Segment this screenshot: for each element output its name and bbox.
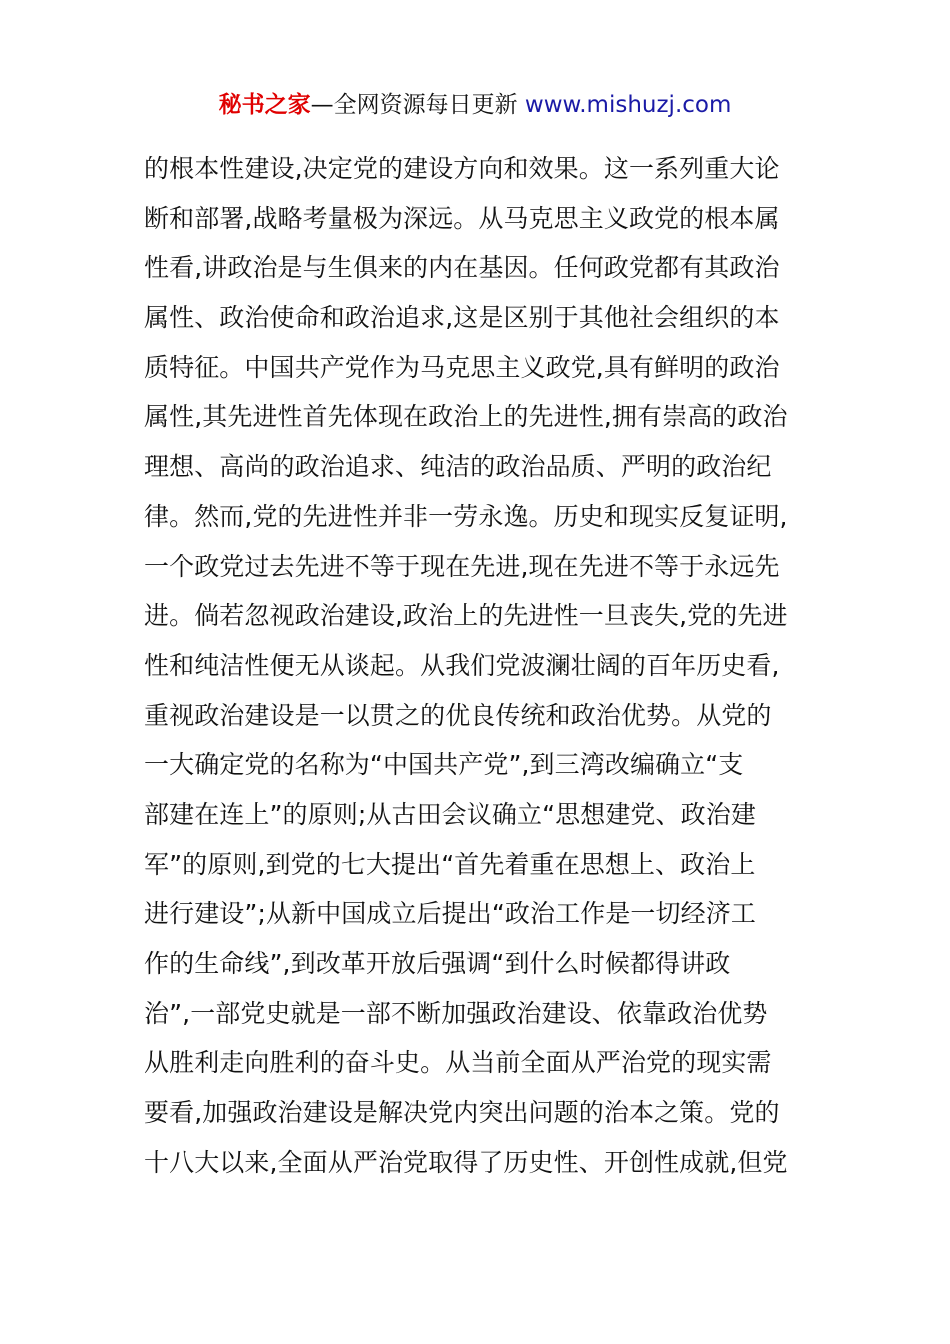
text-line: 一个政党过去先进不等于现在先进,现在先进不等于永远先 [144,551,780,581]
text-line: 部建在连上”的原则;从古田会议确立“思想建党、政治建 [144,799,756,829]
text-line: 重视政治建设是一以贯之的优良传统和政治优势。从党的 [144,700,772,730]
text-line: 作的生命线”,到改革开放后强调“到什么时候都得讲政 [144,949,731,978]
text-line: 治”,一部党史就是一部不断加强政治建设、依靠政治优势 [144,998,768,1028]
header-tagline: —全网资源每日更新 [310,92,525,118]
text-line: 的根本性建设,决定党的建设方向和效果。这一系列重大论 [144,154,780,183]
site-url-link[interactable]: www.mishuzj.com [524,92,732,118]
text-line: 律。然而,党的先进性并非一劳永逸。历史和现实反复证明, [144,501,788,531]
text-line: 要看,加强政治建设是解决党内突出问题的治本之策。党的 [144,1098,780,1128]
document-body [144,144,814,1187]
text-line: 从胜利走向胜利的奋斗史。从当前全面从严治党的现实需 [144,1048,772,1078]
text-line: 进行建设”;从新中国成立后提出“政治工作是一切经济工 [144,899,756,929]
page-header [0,88,950,122]
text-line: 十八大以来,全面从严治党取得了历史性、开创性成就,但党 [144,1147,788,1177]
text-line: 属性,其先进性首先体现在政治上的先进性,拥有崇高的政治 [144,402,788,432]
text-line: 断和部署,战略考量极为深远。从马克思主义政党的根本属 [144,203,780,233]
brand-name: 秘书之家 [218,92,311,118]
text-line: 一大确定党的名称为“中国共产党”,到三湾改编确立“支 [144,750,744,780]
text-line: 进。倘若忽视政治建设,政治上的先进性一旦丧失,党的先进 [144,601,788,631]
text-line: 性和纯洁性便无从谈起。从我们党波澜壮阔的百年历史看, [144,650,780,680]
text-line: 质特征。中国共产党作为马克思主义政党,具有鲜明的政治 [144,352,780,382]
text-line: 性看,讲政治是与生俱来的内在基因。任何政党都有其政治 [144,253,780,283]
text-line: 军”的原则,到党的七大提出“首先着重在思想上、政治上 [144,849,756,879]
text-line: 属性、政治使命和政治追求,这是区别于其他社会组织的本 [144,303,780,333]
text-line: 理想、高尚的政治追求、纯洁的政治品质、严明的政治纪 [144,452,772,482]
